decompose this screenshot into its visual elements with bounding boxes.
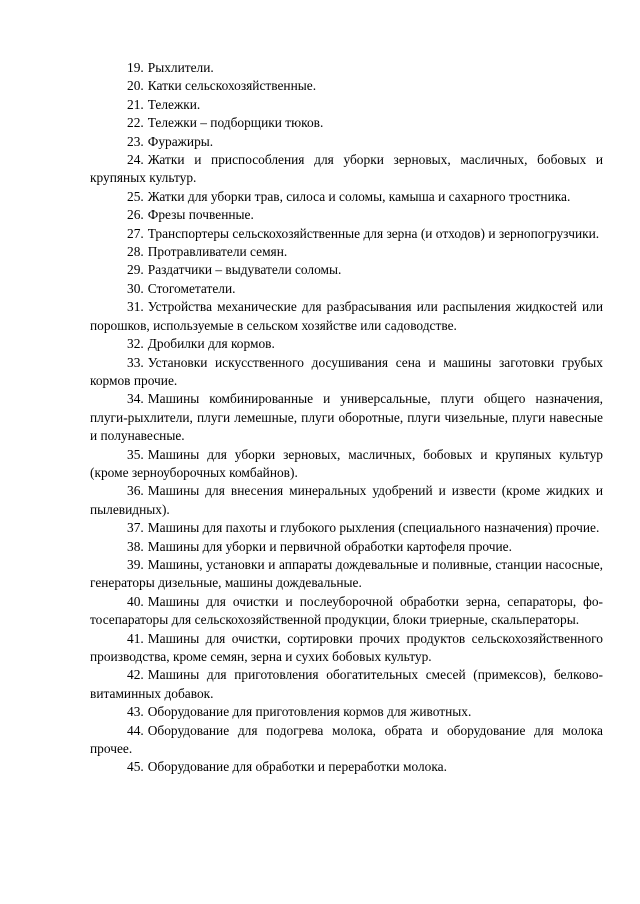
list-item [90,188,603,206]
item-text: Транспортеры сельскохозяйственные для зерна (и отходов) и зернопогрузчики. [147,225,600,241]
item-text: Машины для очистки и послеуборочной обработки зерна, сепараторы, фотосепараторы для сельскохозяйственной продукции, блоки триерные, скальператоры. [90,593,603,628]
list-item [90,261,603,279]
list-item [90,243,603,261]
item-text: Машины для очистки, сортировки прочих продуктов сельскохозяйственного производства, кроме семян, зерна и сухих бобовых культур. [90,630,603,664]
item-text: Машины для пахоты и глубокого рыхления (специального назначения) прочие. [147,520,600,536]
item-text: Оборудование для подогрева молока, обрата и оборудование для молока прочее. [90,722,603,757]
item-text: Машины для приготовления обогатительных смесей (примексов), белково-витаминных добавок. [90,667,603,701]
list-item [90,390,603,445]
item-number: 27. [127,225,144,241]
item-text: Оборудование для обработки и переработки молока. [147,759,447,775]
item-number: 26. [127,207,144,223]
item-text: Машины комбинированные и универсальные, плуги общего назначения, плуги-рыхлители, плуги лемешные, плуги оборотные, плуги чизельные, плуги навесные и полунавесные. [90,391,603,444]
list-item [90,298,603,335]
list-item [90,77,603,95]
list-item [90,538,603,556]
item-number: 36. [127,483,144,499]
item-text: Машины для уборки зерновых, масличных, бобовых и крупяных культур (кроме зерноуборочных комбайнов). [90,446,603,480]
list-item [90,96,603,114]
list-item [90,335,603,353]
item-number: 37. [127,520,144,536]
list-item [90,446,603,483]
item-number: 21. [127,96,144,112]
list-item [90,519,603,537]
item-number: 25. [127,188,144,204]
item-text: Тележки. [147,96,201,112]
item-number: 19. [127,60,144,75]
item-number: 40. [127,593,144,609]
item-text: Фуражиры. [147,133,214,149]
item-number: 41. [127,630,144,646]
item-number: 39. [127,556,144,572]
item-text: Катки сельскохозяйственные. [147,78,317,94]
item-number: 32. [127,336,144,352]
item-number: 20. [127,78,144,94]
item-number: 29. [127,262,144,278]
list-item [90,354,603,391]
item-number: 43. [127,704,144,720]
item-text: Протравливатели семян. [147,244,288,260]
item-number: 33. [127,354,144,370]
item-text: Оборудование для приготовления кормов для животных. [147,704,472,720]
item-number: 45. [127,759,144,775]
item-number: 31. [127,299,144,315]
item-text: Стогометатели. [147,280,236,296]
item-number: 42. [127,667,144,683]
document-body [90,59,603,777]
list-item [90,114,603,132]
item-number: 44. [127,722,144,738]
item-text: Тележки – подборщики тюков. [147,115,324,131]
item-number: 35. [127,446,144,462]
list-item [90,59,603,77]
item-number: 23. [127,133,144,149]
item-text: Установки искусственного досушивания сена и машины заготовки грубых кормов прочие. [90,354,603,388]
item-number: 34. [127,391,144,407]
item-number: 24. [127,152,144,168]
list-item [90,593,603,630]
list-item [90,722,603,759]
list-item [90,225,603,243]
list-item [90,206,603,224]
item-text: Машины для уборки и первичной обработки картофеля прочие. [147,538,512,554]
list-item [90,280,603,298]
item-number: 38. [127,538,144,554]
item-text: Раздатчики – выдуватели соломы. [147,262,342,278]
item-text: Дробилки для кормов. [147,336,275,352]
item-number: 28. [127,244,144,260]
list-item [90,151,603,188]
list-item [90,666,603,703]
list-item [90,556,603,593]
item-text: Фрезы почвенные. [147,207,254,223]
list-item [90,703,603,721]
item-number: 22. [127,115,144,131]
item-text: Машины для внесения минеральных удобрений и извести (кроме жидких и пылевидных). [90,483,603,517]
item-text: Устройства механические для разбрасывания или распыления жидкостей или порошков, используемые в сельском хозяйстве или садоводстве. [90,299,603,333]
list-item [90,758,603,776]
item-text: Машины, установки и аппараты дождевальные и поливные, станции насосные, генераторы дизельные, машины дождевальные. [90,556,603,591]
list-item [90,482,603,519]
list-item [90,630,603,667]
item-text: Жатки и приспособления для уборки зерновых, масличных, бобовых и крупяных культур. [90,152,603,186]
item-text: Жатки для уборки трав, силоса и соломы, камыша и сахарного тростника. [147,188,571,204]
list-item [90,133,603,151]
item-text: Рыхлители. [147,60,214,75]
item-number: 30. [127,280,144,296]
